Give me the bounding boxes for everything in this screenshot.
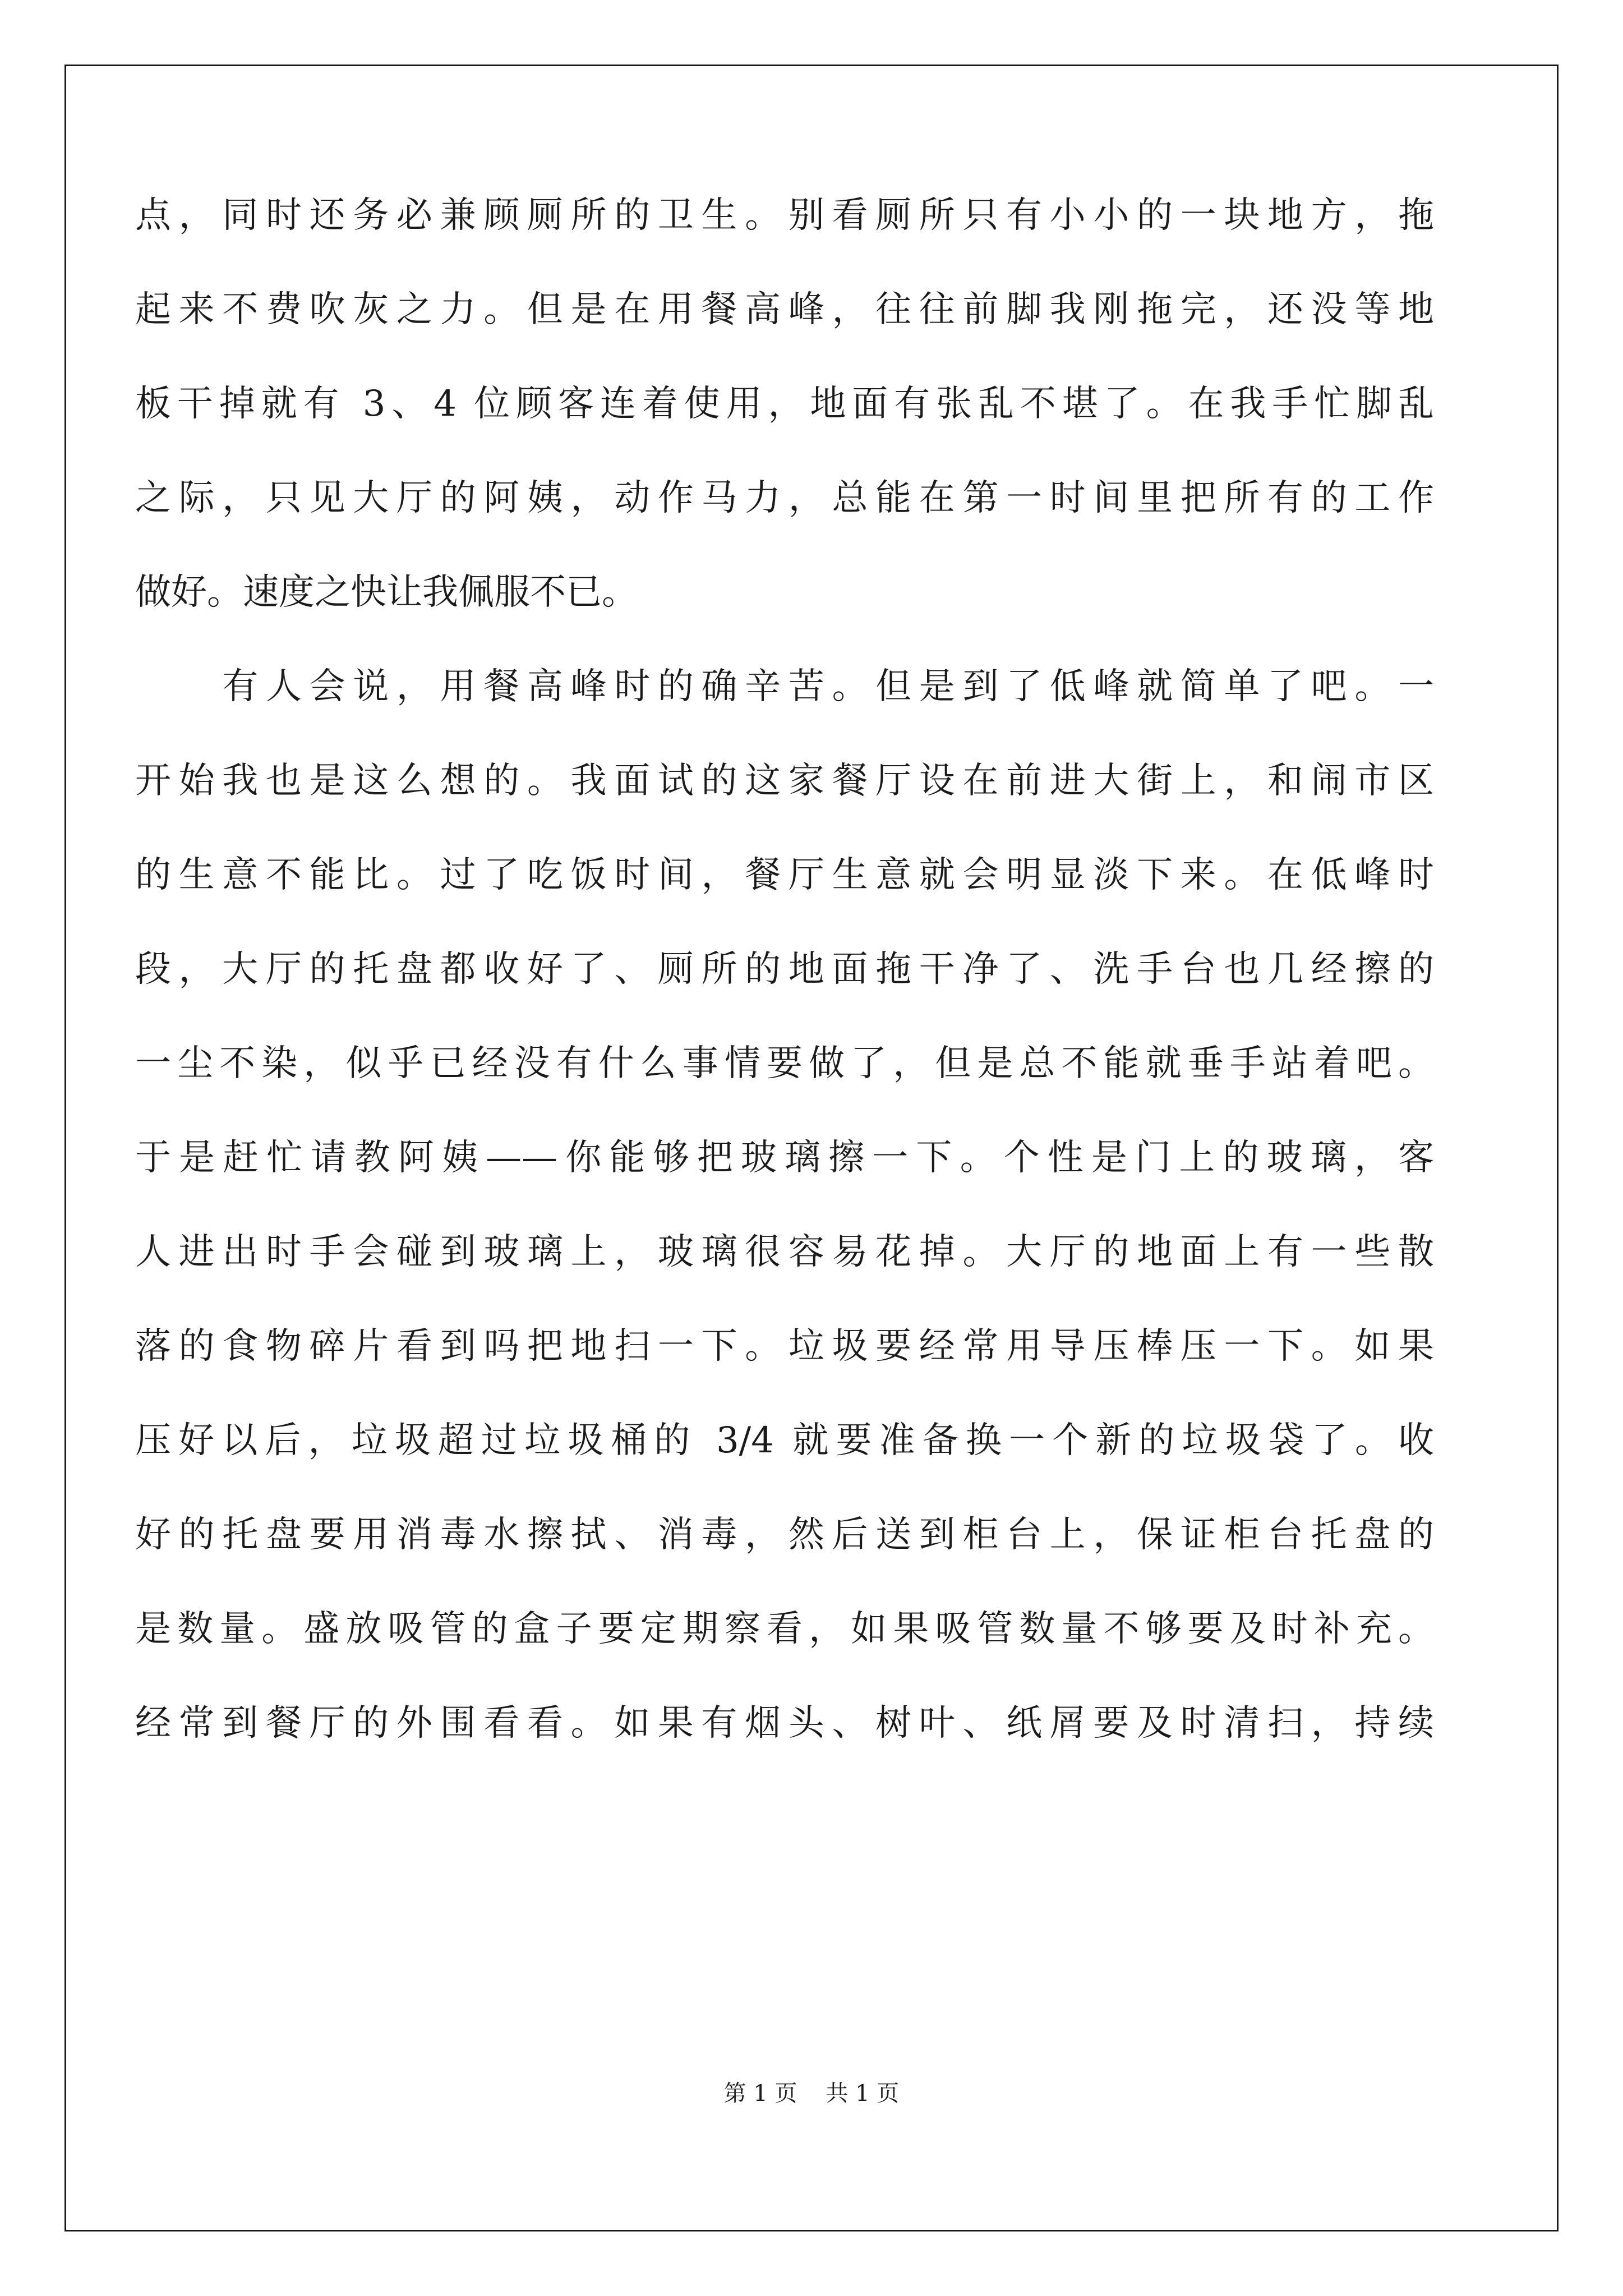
paragraph-2 [135, 639, 1434, 1770]
text-line: 经常到餐厅的外围看看。如果有烟头、树叶、纸屑要及时清扫，持续 [135, 1703, 1434, 1744]
text-line: 有人会说，用餐高峰时的确辛苦。但是到了低峰就简单了吧。一 [135, 666, 1434, 707]
document-body [135, 168, 1434, 1770]
text-line: 于是赶忙请教阿姨——你能够把玻璃擦一下。个性是门上的玻璃，客 [135, 1137, 1434, 1179]
text-line: 开始我也是这么想的。我面试的这家餐厅设在前进大街上，和闹市区 [135, 760, 1434, 802]
paragraph-1 [135, 168, 1434, 639]
text-line: 之际，只见大厅的阿姨，动作马力，总能在第一时间里把所有的工作 [135, 477, 1434, 519]
text-line: 一尘不染，似乎已经没有什么事情要做了，但是总不能就垂手站着吧。 [135, 1043, 1434, 1084]
text-line: 人进出时手会碰到玻璃上，玻璃很容易花掉。大厅的地面上有一些散 [135, 1231, 1434, 1273]
text-line: 做好。速度之快让我佩服不已。 [135, 572, 638, 613]
text-line: 的生意不能比。过了吃饭时间，餐厅生意就会明显淡下来。在低峰时 [135, 854, 1434, 896]
page-footer [0, 2076, 1623, 2108]
text-line: 落的食物碎片看到吗把地扫一下。垃圾要经常用导压棒压一下。如果 [135, 1326, 1434, 1367]
page-number: 第 1 页 [723, 2081, 797, 2106]
page-total: 共 1 页 [826, 2081, 900, 2106]
text-line: 是数量。盛放吸管的盒子要定期察看，如果吸管数量不够要及时补充。 [135, 1608, 1434, 1650]
text-line: 板干掉就有 3、4 位顾客连着使用，地面有张乱不堪了。在我手忙脚乱 [135, 383, 1434, 425]
text-line: 点，同时还务必兼顾厕所的卫生。别看厕所只有小小的一块地方，拖 [135, 195, 1434, 236]
text-line: 段，大厅的托盘都收好了、厕所的地面拖干净了、洗手台也几经擦的 [135, 949, 1434, 990]
text-line: 起来不费吹灰之力。但是在用餐高峰，往往前脚我刚拖完，还没等地 [135, 289, 1434, 330]
text-line: 好的托盘要用消毒水擦拭、消毒，然后送到柜台上，保证柜台托盘的 [135, 1514, 1434, 1556]
text-line: 压好以后，垃圾超过垃圾桶的 3/4 就要准备换一个新的垃圾袋了。收 [135, 1420, 1434, 1461]
